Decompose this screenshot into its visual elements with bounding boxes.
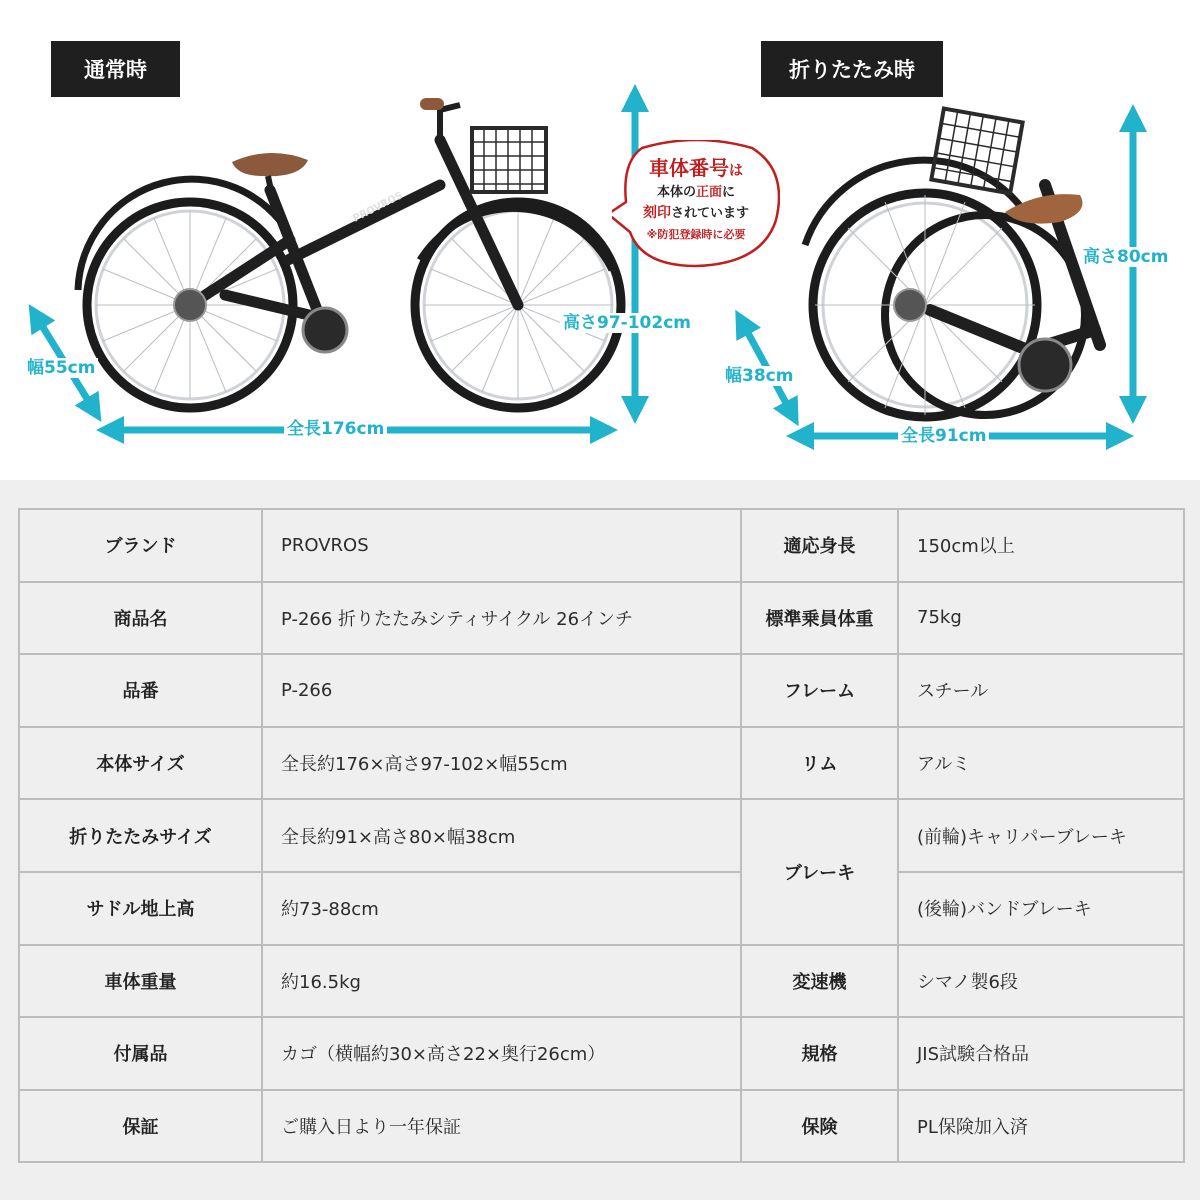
saddle xyxy=(232,153,308,176)
chainring xyxy=(303,308,347,352)
table-row xyxy=(19,1090,1184,1163)
spec-table xyxy=(18,508,1185,1163)
bike-illustration xyxy=(0,0,1200,480)
spec-label: ブレーキ xyxy=(741,799,898,944)
frame-brand-text: PROVROS xyxy=(351,190,405,225)
spec-label: 車体重量 xyxy=(19,945,262,1018)
spec-label: 品番 xyxy=(19,654,262,727)
table-row xyxy=(19,727,1184,800)
table-row xyxy=(19,872,1184,945)
normal-width-label: 幅55cm xyxy=(24,358,98,378)
spec-value: ご購入日より一年保証 xyxy=(262,1090,741,1163)
front-basket xyxy=(472,128,546,192)
table-row xyxy=(19,582,1184,655)
spec-label: 保証 xyxy=(19,1090,262,1163)
spec-value: 全長約176×高さ97-102×幅55cm xyxy=(262,727,741,800)
normal-length-label: 全長176cm xyxy=(284,419,387,439)
table-row xyxy=(19,509,1184,582)
handlebar xyxy=(440,105,460,140)
product-illustration-area xyxy=(0,0,1200,480)
spec-label: 本体サイズ xyxy=(19,727,262,800)
spec-label: 規格 xyxy=(741,1017,898,1090)
folded-state-label: 折りたたみ時 xyxy=(761,41,943,97)
spec-value: アルミ xyxy=(898,727,1184,800)
spec-value: P-266 折りたたみシティサイクル 26インチ xyxy=(262,582,741,655)
folded-width-label: 幅38cm xyxy=(722,366,796,386)
spec-value: カゴ（横幅約30×高さ22×奥行26cm） xyxy=(262,1017,741,1090)
spec-value: スチール xyxy=(898,654,1184,727)
folded-bike-drawing xyxy=(805,109,1100,417)
spec-label: 折りたたみサイズ xyxy=(19,799,262,872)
table-row xyxy=(19,945,1184,1018)
spec-value: P-266 xyxy=(262,654,741,727)
spec-label: 変速機 xyxy=(741,945,898,1018)
spec-label: 適応身長 xyxy=(741,509,898,582)
spec-label: ブランド xyxy=(19,509,262,582)
spec-value: PL保険加入済 xyxy=(898,1090,1184,1163)
table-row xyxy=(19,1017,1184,1090)
spec-label: 標準乗員体重 xyxy=(741,582,898,655)
table-row xyxy=(19,799,1184,872)
spec-label: サドル地上高 xyxy=(19,872,262,945)
spec-value: 全長約91×高さ80×幅38cm xyxy=(262,799,741,872)
folded-basket xyxy=(931,109,1022,194)
spec-label: 付属品 xyxy=(19,1017,262,1090)
rear-gear xyxy=(174,289,206,321)
spec-value: 約73-88cm xyxy=(262,872,741,945)
spec-value: (後輪)バンドブレーキ xyxy=(898,872,1184,945)
spec-value: シマノ製6段 xyxy=(898,945,1184,1018)
table-row xyxy=(19,654,1184,727)
spec-label: リム xyxy=(741,727,898,800)
spec-label: 商品名 xyxy=(19,582,262,655)
spec-label: フレーム xyxy=(741,654,898,727)
spec-value: 150cm以上 xyxy=(898,509,1184,582)
folded-height-label: 高さ80cm xyxy=(1080,247,1171,267)
spec-value: 約16.5kg xyxy=(262,945,741,1018)
spec-value: (前輪)キャリパーブレーキ xyxy=(898,799,1184,872)
spec-value: 75kg xyxy=(898,582,1184,655)
spec-value: PROVROS xyxy=(262,509,741,582)
spec-value: JIS試験合格品 xyxy=(898,1017,1184,1090)
normal-height-label: 高さ97-102cm xyxy=(560,313,694,333)
spec-table-area xyxy=(0,480,1200,1200)
serial-number-callout-text: 車体番号は 本体の正面に 刻印されています ※防犯登録時に必要 xyxy=(642,156,749,241)
normal-bike-drawing xyxy=(78,98,621,408)
folded-length-label: 全長91cm xyxy=(898,426,989,446)
normal-state-label: 通常時 xyxy=(51,41,180,97)
spec-label: 保険 xyxy=(741,1090,898,1163)
